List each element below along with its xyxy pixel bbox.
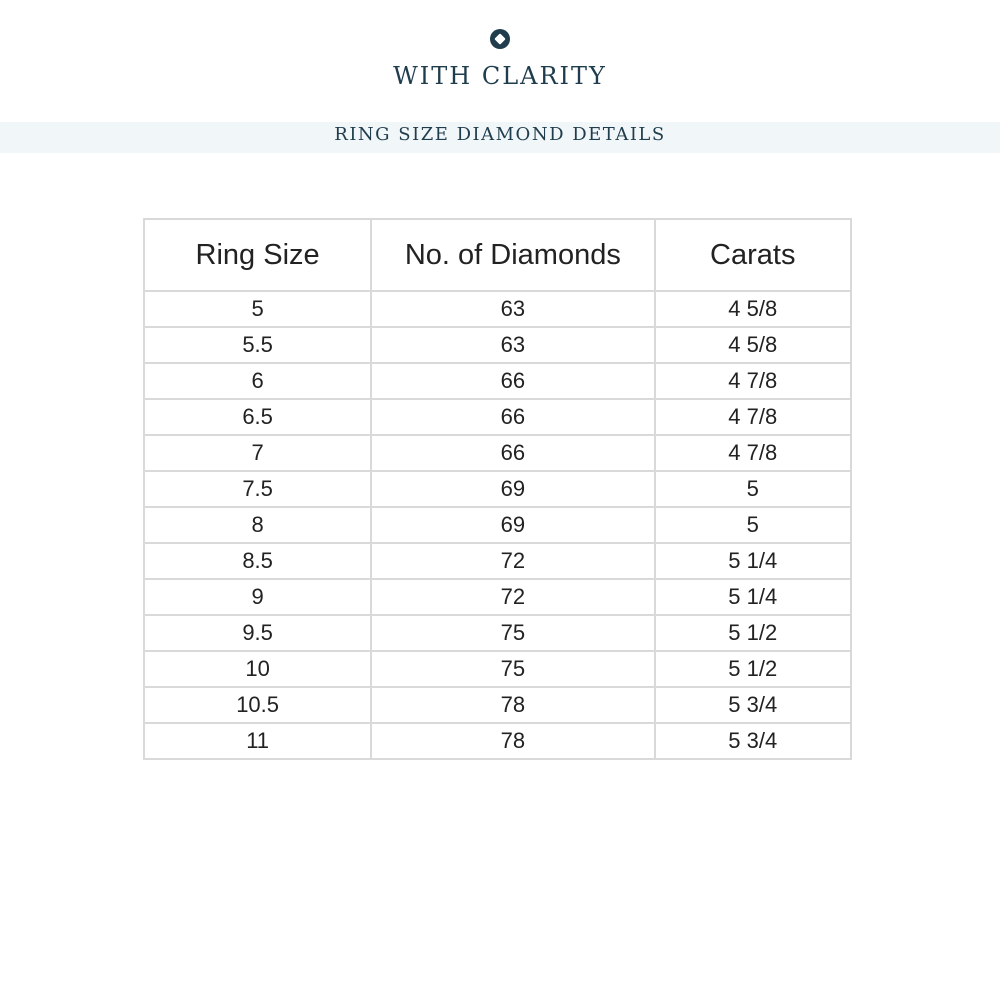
header-ring-size: Ring Size: [144, 219, 371, 291]
cell-diamond-count: 72: [371, 579, 654, 615]
cell-ring-size: 10.5: [144, 687, 371, 723]
cell-carats: 4 5/8: [655, 291, 852, 327]
cell-diamond-count: 72: [371, 543, 654, 579]
cell-ring-size: 5.5: [144, 327, 371, 363]
header-no-of-diamonds: No. of Diamonds: [371, 219, 654, 291]
cell-ring-size: 9: [144, 579, 371, 615]
cell-diamond-count: 66: [371, 435, 654, 471]
table-row: [144, 435, 851, 471]
cell-ring-size: 11: [144, 723, 371, 759]
cell-diamond-count: 78: [371, 687, 654, 723]
cell-diamond-count: 63: [371, 291, 654, 327]
table-row: [144, 507, 851, 543]
cell-diamond-count: 78: [371, 723, 654, 759]
cell-ring-size: 7: [144, 435, 371, 471]
ring-size-table: [143, 218, 852, 760]
cell-carats: 5 1/4: [655, 543, 852, 579]
cell-ring-size: 10: [144, 651, 371, 687]
cell-diamond-count: 63: [371, 327, 654, 363]
table-row: [144, 399, 851, 435]
cell-carats: 5 3/4: [655, 687, 852, 723]
cell-ring-size: 8.5: [144, 543, 371, 579]
cell-carats: 5: [655, 507, 852, 543]
header-carats: Carats: [655, 219, 852, 291]
cell-carats: 5: [655, 471, 852, 507]
cell-ring-size: 7.5: [144, 471, 371, 507]
table-row: [144, 543, 851, 579]
cell-carats: 4 7/8: [655, 435, 852, 471]
cell-diamond-count: 75: [371, 615, 654, 651]
table-row: [144, 615, 851, 651]
cell-diamond-count: 69: [371, 507, 654, 543]
cell-ring-size: 9.5: [144, 615, 371, 651]
table-row: [144, 471, 851, 507]
cell-carats: 5 3/4: [655, 723, 852, 759]
table-row: [144, 651, 851, 687]
cell-diamond-count: 66: [371, 363, 654, 399]
table-row: [144, 291, 851, 327]
cell-carats: 4 7/8: [655, 399, 852, 435]
table-row: [144, 327, 851, 363]
table-row: [144, 363, 851, 399]
cell-carats: 5 1/2: [655, 651, 852, 687]
cell-diamond-count: 69: [371, 471, 654, 507]
table-row: [144, 687, 851, 723]
cell-carats: 4 5/8: [655, 327, 852, 363]
cell-carats: 5 1/4: [655, 579, 852, 615]
cell-diamond-count: 75: [371, 651, 654, 687]
cell-carats: 4 7/8: [655, 363, 852, 399]
cell-ring-size: 6.5: [144, 399, 371, 435]
table-header-row: [144, 219, 851, 291]
table-row: [144, 723, 851, 759]
table-row: [144, 579, 851, 615]
diamond-circle-icon: [490, 29, 510, 49]
brand-name: WITH CLARITY: [393, 62, 607, 90]
diamond-shape: [494, 33, 505, 44]
cell-ring-size: 8: [144, 507, 371, 543]
cell-carats: 5 1/2: [655, 615, 852, 651]
cell-ring-size: 6: [144, 363, 371, 399]
cell-ring-size: 5: [144, 291, 371, 327]
cell-diamond-count: 66: [371, 399, 654, 435]
page-title: RING SIZE DIAMOND DETAILS: [334, 124, 666, 145]
